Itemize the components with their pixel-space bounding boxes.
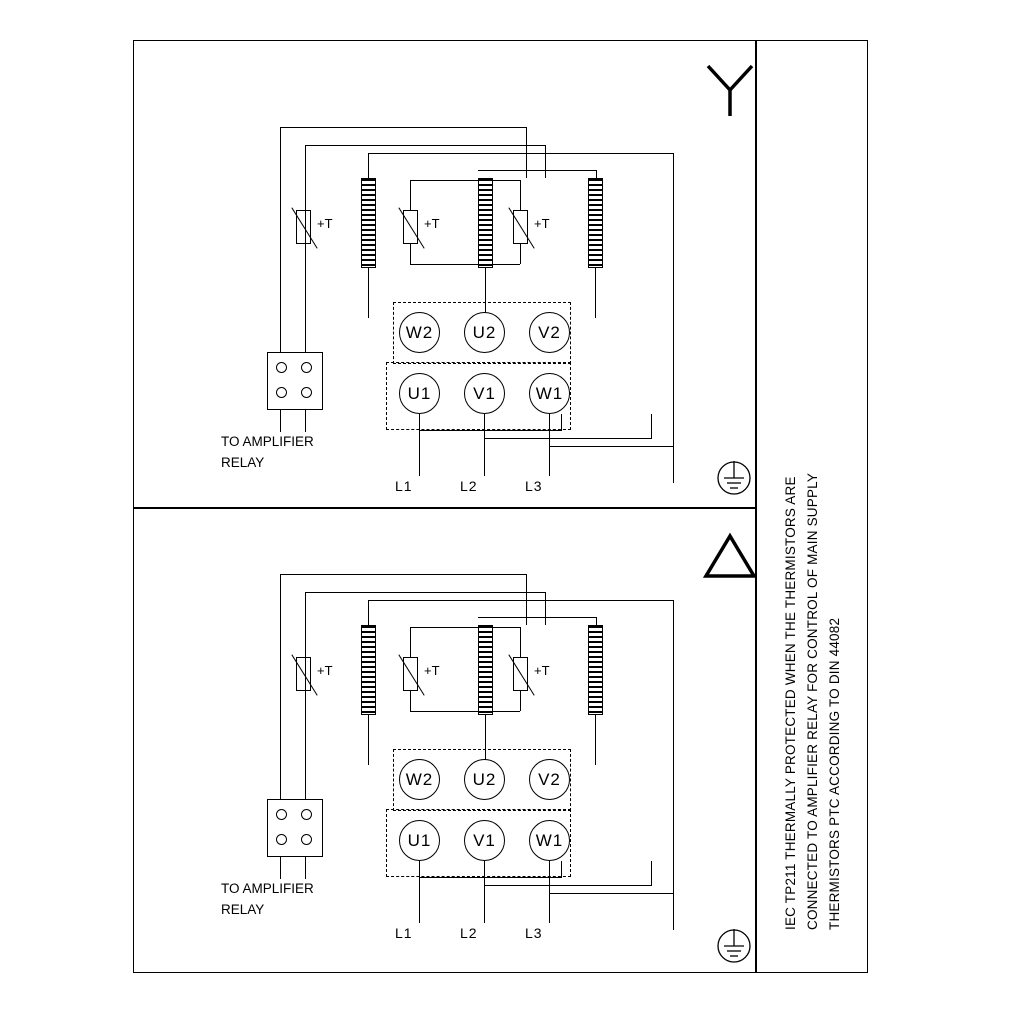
wire-drop-d (368, 153, 369, 178)
wire-phase-rail-2 (484, 438, 651, 439)
wire-coil3-down (595, 715, 596, 765)
wire-phase-link-2 (651, 861, 652, 886)
thermistor-3 (513, 210, 528, 244)
wire-drop-d (368, 600, 369, 625)
wire-top-rail-1 (280, 127, 527, 128)
wire-connector-out-2 (305, 857, 306, 879)
thermistor-3-label: +T (534, 663, 550, 678)
wire-phase-rail-3 (549, 446, 673, 447)
wire-coil1-down (368, 268, 369, 318)
earth-icon (711, 455, 757, 501)
terminal-u1[interactable]: U1 (399, 820, 440, 861)
wire-therm-link-top (410, 627, 520, 628)
thermistor-2-label: +T (424, 663, 440, 678)
wire-connector-out-1 (280, 410, 281, 432)
wire-therm-link-top (410, 180, 520, 181)
coil-winding-2 (478, 625, 493, 715)
wire-therm-2-top (410, 627, 411, 657)
wire-therm-link-bot (410, 264, 520, 265)
wire-top-rail-3 (368, 600, 673, 601)
wire-phase-rail-1 (419, 877, 561, 878)
earth-icon (711, 923, 757, 969)
connector-hole-3 (276, 834, 287, 845)
connector-hole-4 (301, 834, 312, 845)
wire-l2 (484, 861, 485, 923)
wire-connector-out-2 (305, 410, 306, 432)
wire-phase-rail-2 (484, 885, 651, 886)
terminal-w1[interactable]: W1 (529, 373, 570, 414)
terminal-u2[interactable]: U2 (464, 759, 505, 800)
amplifier-label-line1: TO AMPLIFIER (221, 881, 314, 896)
wire-drop-b (545, 145, 546, 178)
wire-drop-b (545, 592, 546, 625)
connector-hole-4 (301, 387, 312, 398)
wire-phase-rail-3 (549, 893, 673, 894)
wire-coil3-down (595, 268, 596, 318)
wire-coil1-down (368, 715, 369, 765)
wire-left-drop-1 (280, 127, 281, 367)
coil-winding-3 (588, 178, 603, 268)
connector-hole-2 (301, 809, 312, 820)
wire-drop-a (526, 574, 527, 625)
wire-left-drop-2 (305, 592, 306, 814)
wye-symbol (700, 60, 760, 120)
wire-drop-c (596, 170, 597, 178)
phase-label-l1: L1 (395, 478, 413, 494)
note-line-1: IEC TP211 THERMALLY PROTECTED WHEN THE THERMISTORS ARE (783, 476, 798, 930)
wire-therm-2-bot (410, 244, 411, 264)
wire-phase-link-2 (651, 414, 652, 439)
wire-top-rail-4 (478, 617, 596, 618)
wire-l1 (419, 414, 420, 476)
amplifier-label-line2: RELAY (221, 902, 265, 917)
wire-therm-link-bot (410, 711, 520, 712)
connector-hole-1 (276, 809, 287, 820)
wire-top-rail-4 (478, 170, 596, 171)
wire-drop-c (596, 617, 597, 625)
terminal-u1[interactable]: U1 (399, 373, 440, 414)
phase-label-l1: L1 (395, 925, 413, 941)
wire-right-drop-1 (673, 153, 674, 483)
wire-l2 (484, 414, 485, 476)
connector-hole-1 (276, 362, 287, 373)
thermistor-1-label: +T (317, 216, 333, 231)
thermistor-1-label: +T (317, 663, 333, 678)
amplifier-relay-connector[interactable] (267, 799, 323, 857)
note-line-2: CONNECTED TO AMPLIFIER RELAY FOR CONTROL OF MAIN SUPPLY (805, 472, 820, 930)
note-column (755, 40, 868, 973)
phase-label-l3: L3 (525, 925, 543, 941)
delta-symbol (700, 530, 760, 580)
wire-therm-3-bot (520, 244, 521, 264)
amplifier-relay-connector[interactable] (267, 352, 323, 410)
star-connection-panel (133, 40, 755, 507)
wire-phase-link-1 (561, 414, 562, 431)
wire-connector-out-1 (280, 857, 281, 879)
wire-phase-link-1 (561, 861, 562, 878)
wire-therm-3-bot (520, 691, 521, 711)
wire-top-rail-2 (305, 592, 545, 593)
amplifier-label-line2: RELAY (221, 455, 265, 470)
delta-connection-panel (133, 508, 755, 975)
wire-l3 (549, 414, 550, 476)
terminal-v1[interactable]: V1 (464, 373, 505, 414)
wire-top-rail-2 (305, 145, 545, 146)
coil-winding-1 (361, 178, 376, 268)
terminal-v2[interactable]: V2 (529, 312, 570, 353)
thermistor-2 (403, 210, 418, 244)
connector-hole-3 (276, 387, 287, 398)
connector-hole-2 (301, 362, 312, 373)
terminal-v1[interactable]: V1 (464, 820, 505, 861)
wire-phase-rail-1 (419, 430, 561, 431)
thermistor-3 (513, 657, 528, 691)
wire-l3 (549, 861, 550, 923)
thermistor-3-label: +T (534, 216, 550, 231)
terminal-w1[interactable]: W1 (529, 820, 570, 861)
terminal-u2[interactable]: U2 (464, 312, 505, 353)
wire-therm-3-top (520, 180, 521, 210)
note-line-3: THERMISTORS PTC ACCORDING TO DIN 44082 (827, 617, 842, 930)
wire-therm-3-top (520, 627, 521, 657)
thermistor-1 (296, 657, 311, 691)
wire-right-drop-1 (673, 600, 674, 930)
wire-drop-a (526, 127, 527, 178)
coil-winding-1 (361, 625, 376, 715)
amplifier-label-line1: TO AMPLIFIER (221, 434, 314, 449)
wire-top-rail-3 (368, 153, 673, 154)
coil-winding-3 (588, 625, 603, 715)
wire-therm-2-bot (410, 691, 411, 711)
phase-label-l2: L2 (460, 925, 478, 941)
terminal-w2[interactable]: W2 (399, 312, 440, 353)
thermistor-2-label: +T (424, 216, 440, 231)
phase-label-l3: L3 (525, 478, 543, 494)
terminal-w2[interactable]: W2 (399, 759, 440, 800)
terminal-v2[interactable]: V2 (529, 759, 570, 800)
wire-therm-2-top (410, 180, 411, 210)
wire-top-rail-1 (280, 574, 527, 575)
wire-left-drop-2 (305, 145, 306, 367)
coil-winding-2 (478, 178, 493, 268)
wire-left-drop-1 (280, 574, 281, 814)
thermistor-2 (403, 657, 418, 691)
phase-label-l2: L2 (460, 478, 478, 494)
thermistor-1 (296, 210, 311, 244)
wire-l1 (419, 861, 420, 923)
